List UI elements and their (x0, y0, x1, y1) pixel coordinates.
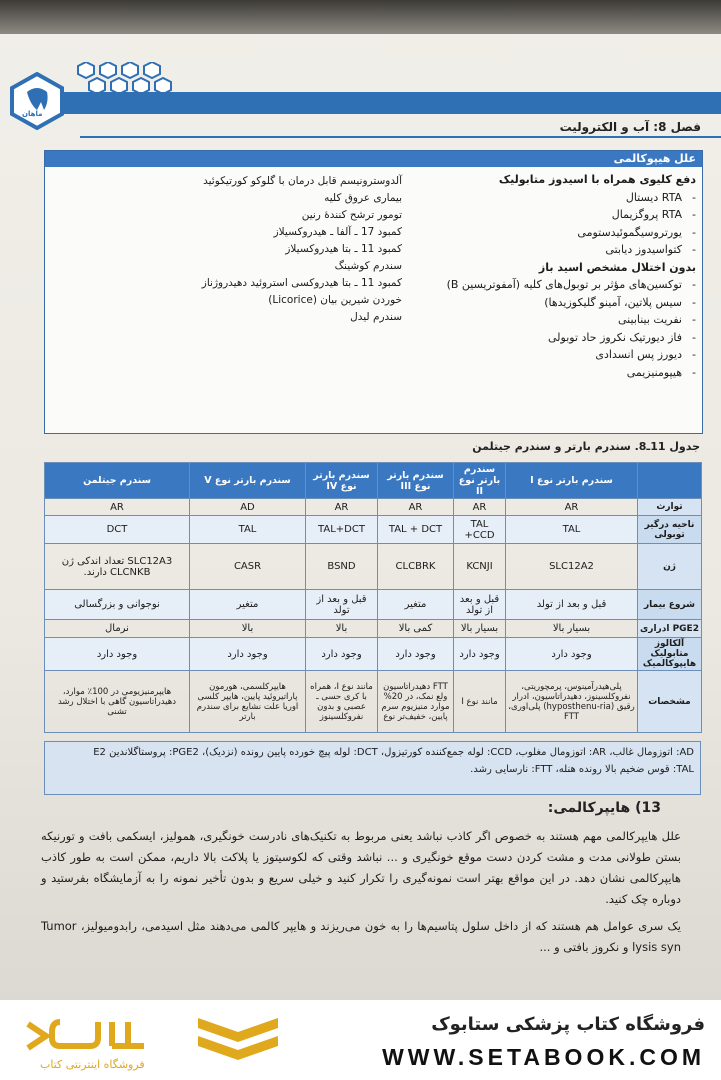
table-cell: AR (306, 499, 378, 516)
table-cell: وجود دارد (454, 638, 506, 671)
table-header-cell: سندرم بارتر نوع V (190, 463, 306, 499)
table-cell: AR (378, 499, 454, 516)
footnote-line: TAL: قوس ضخیم بالا رونده هنله، FTT: نارسایی رشد. (470, 764, 694, 775)
table-header-cell: سندرم بارتر نوع IV (306, 463, 378, 499)
paragraph: علل هایپرکالمی مهم هستند به خصوص اگر کاذب نباشد یعنی مربوط به تکنیک‌های نادرست خونگیری، همولیز، ایسکمی بافت و تورنیکه بستن طولانی مدت و مشت کردن دست موقع خونگیری و ... نباشد وقتی که لکوسیتوز یا پلاکت بالا داریم، ممکن است به طور کاذب هایپرکالمی نشان دهد. در این مواقع بهتر است نمونه‌گیری را تکرار کنید و خیلی سریع و بدون تأخیر نمونه را به آزمایشگاه بفرستید و دوباره چک کنید. (41, 829, 681, 906)
list-item: کمبود 11 ـ بتا هیدروکسی استروئید دهیدروژناز (201, 277, 402, 289)
section-heading: 13) هایپرکالمی: (547, 800, 661, 816)
list-item: - سیس پلاتین، آمینو گلیکوزیدها) (426, 294, 696, 312)
footnote-line: AD: اتوزومال غالب، AR: اتوزومال مغلوب، CCD: لوله جمع‌کننده کورتیزول، DCT: لوله پیچ خورده پایین رونده (نزدیک)، PGE2: پروستاگلاندین E2 (93, 747, 694, 758)
table-cell: DCT (45, 516, 190, 544)
table-cell: FTT دهیدراتاسیون ولع نمک، در 20% موارد منیزیوم سرم پایین، خفیف‌تر نوع (378, 671, 454, 733)
table-cell: وجود دارد (306, 638, 378, 671)
table-cell: بالا (190, 620, 306, 638)
store-url[interactable]: WWW.SETABOOK.COM (382, 1044, 705, 1070)
table-title: جدول 11ـ8. سندرم بارتر و سندرم جیتلمن (472, 440, 700, 453)
page-top-shadow (0, 0, 721, 34)
table-cell: قبل و بعد از تولد (454, 590, 506, 620)
causes-title: علل هیپوکالمی (45, 151, 702, 167)
list-item: - RTA دیستال (426, 189, 696, 207)
list-item: - دیورز پس انسدادی (426, 346, 696, 364)
header-bar (50, 92, 721, 114)
table-cell: قبل و بعد از تولد (506, 590, 638, 620)
table-cell: نوجوانی و بزرگسالی (45, 590, 190, 620)
list-item: - فاز دیورتیک نکروز حاد توبولی (426, 329, 696, 347)
table-cell: نرمال (45, 620, 190, 638)
chapter-title: فصل 8: آب و الکترولیت (559, 120, 701, 134)
list-item: سندرم کوشینگ (334, 260, 402, 272)
table-cell: AR (45, 499, 190, 516)
table-header-cell (638, 463, 702, 499)
row-label: PGE2 ادراری (638, 620, 702, 638)
list-item: کمبود 11 ـ بتا هیدروکسیلاز (285, 243, 402, 255)
table-row (45, 620, 702, 638)
table-cell: وجود دارد (45, 638, 190, 671)
list-item: - نفریت بینابینی (426, 311, 696, 329)
row-label: ژن (638, 544, 702, 590)
table-cell: TAL (506, 516, 638, 544)
table-cell: بسیار بالا (454, 620, 506, 638)
causes-right-column (426, 171, 696, 381)
table-header-cell: سندرم بارتر نوع II (454, 463, 506, 499)
list-item: بیماری عروق کلیه (324, 192, 402, 204)
row-label: مشخصات (638, 671, 702, 733)
table-cell: مانند نوع I (454, 671, 506, 733)
table-cell: TAL (190, 516, 306, 544)
table-row (45, 671, 702, 733)
table-cell: CASR (190, 544, 306, 590)
table-cell: KCNJI (454, 544, 506, 590)
table-cell: AR (506, 499, 638, 516)
table-cell: AD (190, 499, 306, 516)
table-cell: وجود دارد (190, 638, 306, 671)
row-label: شروع بیمار (638, 590, 702, 620)
table-cell: کمی بالا (378, 620, 454, 638)
table-cell: وجود دارد (378, 638, 454, 671)
table-row (45, 638, 702, 671)
table-header-row (45, 463, 702, 499)
table-cell: قبل و بعد از تولد (306, 590, 378, 620)
list-item: تومور ترشح کنندهٔ رنین (301, 209, 402, 221)
paragraph: یک سری عوامل هم هستند که از داخل سلول پتاسیم‌ها را به خون می‌ریزند و هایپر کالمی می‌دهند مثل اسیدمی، رابدومیولیز، Tumor lysis syn و نکروز بافتی و ... (41, 919, 681, 954)
bartter-gitelman-table (44, 462, 702, 733)
table-cell: SLC12A2 (506, 544, 638, 590)
table-row (45, 516, 702, 544)
row-label: ناحیه درگیر توبولی (638, 516, 702, 544)
list-item: - توکسین‌های مؤثر بر توبول‌های کلیه (آمفوتریسین B) (426, 276, 696, 294)
row-label: آلکالوز متابولیک هایپوکالمیک (638, 638, 702, 671)
table-cell: هایپرمنیزیومی در 100٪ موارد، دهیدراتاسیون گاهی با اختلال رشد تشنی (45, 671, 190, 733)
list-item: خوردن شیرین بیان (Licorice) (268, 294, 402, 306)
table-cell: بالا (306, 620, 378, 638)
list-item: - هیپومنیزیمی (426, 364, 696, 382)
logo-subtitle: فروشگاه اینترنتی کتاب (40, 1058, 145, 1071)
table-cell: وجود دارد (506, 638, 638, 671)
table-cell: SLC12A3 تعداد اندکی ژن CLCNKB دارند. (45, 544, 190, 590)
chapter-row (80, 116, 721, 138)
table-cell: متغیر (190, 590, 306, 620)
table-cell: BSND (306, 544, 378, 590)
table-cell: TAL + DCT (378, 516, 454, 544)
table-header-cell: سندرم جیتلمن (45, 463, 190, 499)
list-item: کمبود 17 ـ آلفا ـ هیدروکسیلاز (273, 226, 402, 238)
group-heading: بدون اختلال مشخص اسید باز (538, 260, 696, 274)
table-header-cell: سندرم بارتر نوع III (378, 463, 454, 499)
list-item: - RTA پروگزیمال (426, 206, 696, 224)
table-cell: متغیر (378, 590, 454, 620)
table-cell: AR (454, 499, 506, 516)
list-item: - کتواسیدوز دیابتی (426, 241, 696, 259)
table-cell: TAL+DCT (306, 516, 378, 544)
table-row (45, 590, 702, 620)
table-footnote (44, 741, 701, 795)
table-cell: CLCBRK (378, 544, 454, 590)
list-item: آلدوسترونیسم قابل درمان با گلوکو کورتیکوئید (203, 175, 402, 187)
table-cell: هایپرکلسمی، هورمون پاراتیروئید پایین، هایپر کلسی اوریا علت نشایع برای سندرم بارتر (190, 671, 306, 733)
table-row (45, 544, 702, 590)
table-cell: بسیار بالا (506, 620, 638, 638)
mahan-logo (8, 72, 66, 130)
row-label: توارث (638, 499, 702, 516)
causes-left-column (62, 173, 402, 326)
table-cell: پلی‌هیدرآمینوس، پرمچوریتی، نفروکلسینوز، دهیدراتاسیون، ادرار رقیق (hyposthenu-ria) پلی‌اوری، FTT (506, 671, 638, 733)
store-name: فروشگاه کتاب پزشکی ستابوک (431, 1014, 705, 1035)
logo-text: ماهان (22, 110, 43, 118)
hypokalemia-causes-box (44, 150, 703, 434)
table-row (45, 499, 702, 516)
table-cell: TAL +CCD (454, 516, 506, 544)
table-cell: مانند نوع I، همراه با کری حسی ـ عصبی و بدون نفروکلسینوز (306, 671, 378, 733)
list-item: - یورتروسیگموئیدستومی (426, 224, 696, 242)
table-header-cell: سندرم بارتر نوع I (506, 463, 638, 499)
list-item: سندرم لیدل (350, 311, 402, 323)
group-heading: دفع کلیوی همراه با اسیدوز متابولیک (498, 173, 696, 186)
